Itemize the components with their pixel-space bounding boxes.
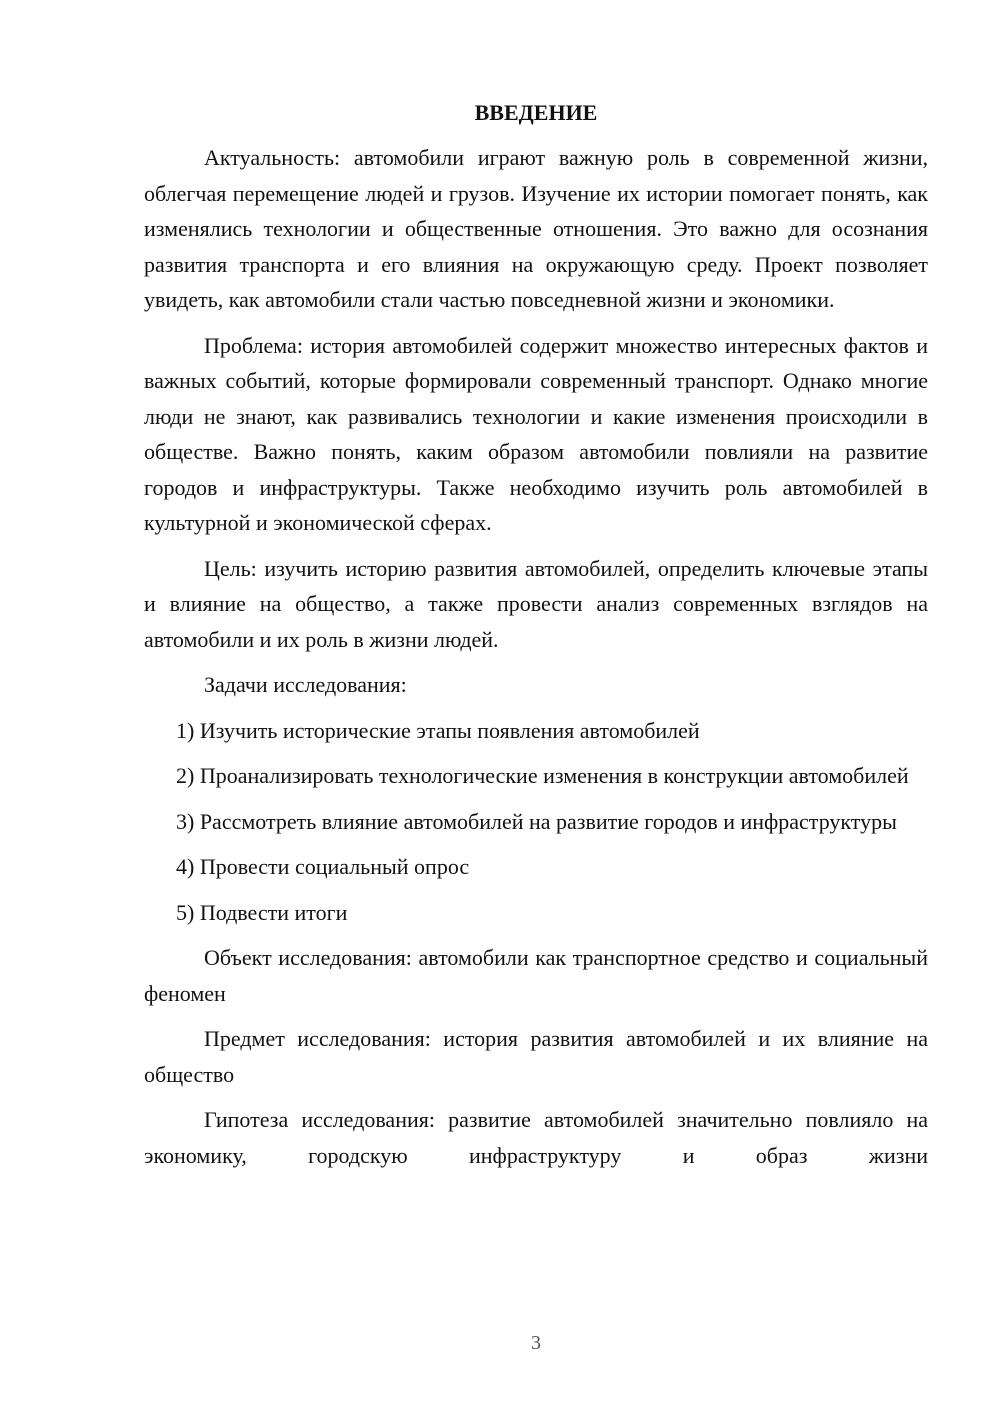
task-item-2: 2) Проанализировать технологические изменения в конструкции автомобилей xyxy=(176,763,909,788)
tasks-heading: Задачи исследования: xyxy=(204,672,407,697)
section-title: ВВЕДЕНИЕ xyxy=(474,100,598,125)
task-item-4: 4) Провести социальный опрос xyxy=(176,854,470,879)
goal-paragraph: Цель: изучить историю развития автомобилей, определить ключевые этапы и влияние на общество, а также провести анализ современных взглядов на автомобили и их роль в жизни людей. xyxy=(144,555,928,652)
task-item-3: 3) Рассмотреть влияние автомобилей на развитие городов и инфраструктуры xyxy=(176,808,897,834)
hypothesis-paragraph: Гипотеза исследования: развитие автомобилей значительно повлияло на экономику, городскую инфраструктуру и образ жизни xyxy=(144,1107,928,1168)
page-number: 3 xyxy=(531,1332,541,1354)
subject-paragraph: Предмет исследования: история развития автомобилей и их влияние на общество xyxy=(144,1026,928,1087)
task-item-5: 5) Подвести итоги xyxy=(176,899,348,925)
problem-paragraph: Проблема: история автомобилей содержит множество интересных фактов и важных событий, которые формировали современный транспорт. Однако многие люди не знают, как развивались технологии и какие изменения происходили в обществе. Важно понять, каким образом автомобили повлияли на развитие городов и инфраструктуры. Также необходимо изучить роль автомобилей в культурной и экономической сферах. xyxy=(144,332,928,535)
task-item-1: 1) Изучить исторические этапы появления автомобилей xyxy=(176,717,700,743)
document-body xyxy=(144,95,928,1183)
relevance-paragraph: Актуальность: автомобили играют важную роль в современной жизни, облегчая перемещение людей и грузов. Изучение их истории помогает понять, как изменялись технологии и общественные отношения. Это важно для осознания развития транспорта и его влияния на окружающую среду. Проект позволяет увидеть, как автомобили стали частью повседневной жизни и экономики. xyxy=(144,145,928,312)
object-paragraph: Объект исследования: автомобили как транспортное средство и социальный феномен xyxy=(144,945,928,1006)
